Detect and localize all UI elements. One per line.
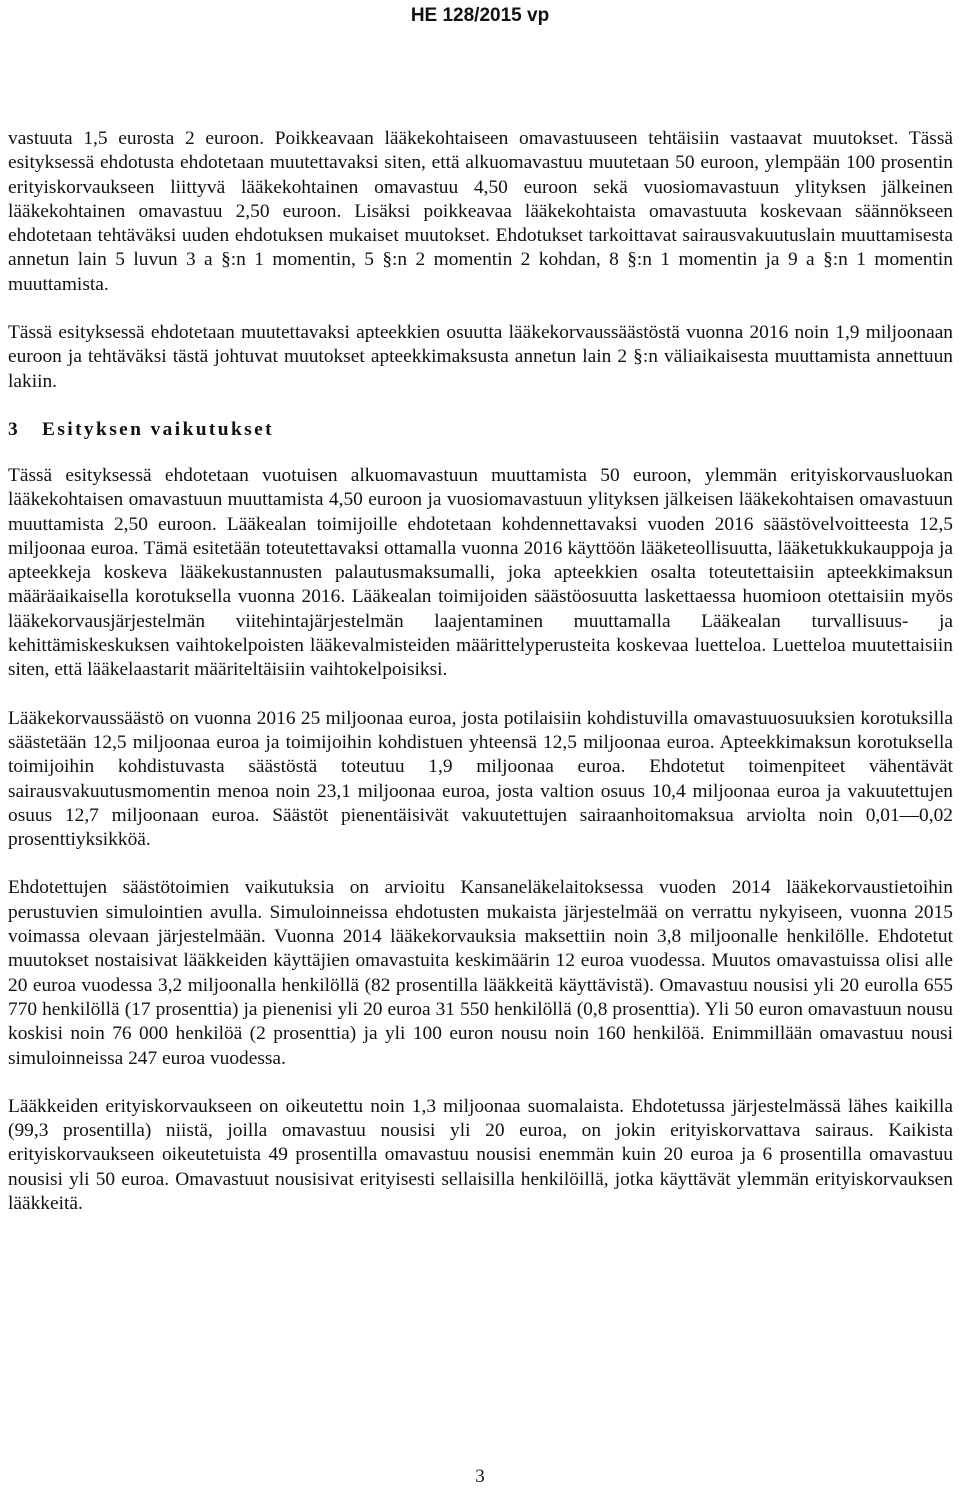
paragraph-2: Tässä esityksessä ehdotetaan muutettavaksi apteekkien osuutta lääkekorvaussäästöstä vuonna 2016 noin 1,9 miljoonaan euroon ja tehtäväksi tästä johtuvat muutokset apteekkimaksusta annetun lain 2 §:n väliaikaisesta muuttamista annettuun lakiin. — [8, 322, 953, 392]
paragraph-3: Tässä esityksessä ehdotetaan vuotuisen alkuomavastuun muuttamista 50 euroon, ylemmän erityiskorvausluokan lääkekohtaisen omavastuun muuttamista 4,50 euroon ja vuosiomavastuun ylityksen jälkeisen lääkekohtaisen omavastuun muuttamista 2,50 euroon. Lääkealan toimijoille ehdotetaan kohdennettavaksi vuoden 2016 säästövelvoitteesta 12,5 miljoonaa euroa. Tämä esitetään toteutettavaksi ottamalla vuonna 2016 käyttöön lääketeollisuutta, lääketukkukauppoja ja apteekkeja koskeva lääkekustannusten palautusmaksumalli, joka apteekkien osalta toteutettaisiin apteekkimaksun määräaikaisella korotuksella vuonna 2016. Lääkealan toimijoiden säästöosuutta laskettaessa huomioon otettaisiin myös lääkekorvausjärjestelmän viitehintajärjestelmän laajentaminen muuttamalla Lääkealan turvallisuus- ja kehittämiskeskuksen vaihtokelpoisten lääkevalmisteiden määrittelyperusteita koskevaa luetteloa. Luetteloa muutettaisiin siten, että lääkelaastarit määriteltäisiin vaihtokelpoisiksi. — [8, 464, 953, 681]
document-header: HE 128/2015 vp — [410, 5, 550, 26]
paragraph-5: Ehdotettujen säästötoimien vaikutuksia on arvioitu Kansaneläkelaitoksessa vuoden 2014 lääkekorvaustietoihin perustuvien simulointien avulla. Simuloinneissa ehdotusten mukaista järjestelmää on verrattu nykyiseen, vuonna 2015 voimassa olevaan järjestelmään. Vuonna 2014 lääkekorvauksia maksettiin noin 3,8 miljoonalle henkilölle. Ehdotetut muutokset nostaisivat lääkkeiden käyttäjien omavastuita keskimäärin 12 euroa vuodessa. Muutos omavastuissa olisi alle 20 euroa vuodessa 3,2 miljoonalla henkilöllä (82 prosentilla lääkkeitä käyttävistä). Omavastuu nousisi yli 20 eurolla 655 770 henkilöllä (17 prosenttia) ja pienenisi yli 20 euroa 31 550 henkilöllä (0,8 prosenttia). Yli 50 euron omavastuun nousu koskisi noin 76 000 henkilöä (2 prosenttia) ja yli 100 euron nousu noin 160 henkilöä. Enimmillään omavastuu nousi simuloinneissa 247 euroa vuodessa. — [8, 877, 953, 1069]
paragraph-1: vastuuta 1,5 eurosta 2 euroon. Poikkeavaan lääkekohtaiseen omavastuuseen tehtäisiin vastaavat muutokset. Tässä esityksessä ehdotusta ehdotetaan muutettavaksi siten, että alkuomavastuu muutetaan 50 euroon, ylempään 100 prosentin erityiskorvaukseen liittyvä lääkekohtainen omavastuu 4,50 euroon sekä vuosiomavastuun ylityksen jälkeinen lääkekohtainen omavastuu 2,50 euroon. Lisäksi poikkeavaa lääkekohtaista omavastuuta koskevaan säännökseen ehdotetaan tehtäväksi uuden ehdotuksen mukaiset muutokset. Ehdotukset tarkoittavat sairausvakuutuslain muuttamisesta annetun lain 5 luvun 3 a §:n 1 momentin, 5 §:n 2 momentin 2 kohdan, 8 §:n 1 momentin ja 9 a §:n 1 momentin muuttamista. — [8, 128, 953, 295]
section-title: Esityksen vaikutukset — [42, 418, 274, 440]
paragraph-4: Lääkekorvaussäästö on vuonna 2016 25 miljoonaa euroa, josta potilaisiin kohdistuvilla omavastuuosuuksien korotuksilla säästetään 12,5 miljoonaa euroa ja toimijoihin kohdistuen yhteensä 12,5 miljoonaa euroa. Apteekkimaksun korotuksella toimijoihin kohdistuvasta säästöstä toteutuu 1,9 miljoonaa euroa. Ehdotetut toimenpiteet vähentävät sairausvakuutusmomentin menoa noin 23,1 miljoonaa euroa, josta valtion osuus 10,4 miljoonaa euroa ja vakuutettujen osuus 12,7 miljoonaan euroa. Säästöt pienentäisivät vakuutettujen sairaanhoitomaksua arviolta noin 0,01—0,02 prosenttiyksikköä. — [8, 707, 953, 851]
section-heading — [8, 418, 953, 442]
page-number: 3 — [475, 1466, 485, 1487]
document-body — [8, 127, 953, 1240]
section-number: 3 — [8, 418, 18, 440]
paragraph-6: Lääkkeiden erityiskorvaukseen on oikeutettu noin 1,3 miljoonaa suomalaista. Ehdotetussa järjestelmässä lähes kaikilla (99,3 prosentilla) niistä, joilla omavastuu nousisi yli 20 euroa, on jokin erityiskorvattava sairaus. Kaikista erityiskorvaukseen oikeutetuista 49 prosentilla omavastuu nousisi enemmän kuin 20 euroa ja 6 prosentilla omavastuu nousisi yli 50 euroa. Omavastuut nousisivat erityisesti sellaisilla henkilöillä, jotka käyttävät ylemmän erityiskorvauksen lääkkeitä. — [8, 1095, 953, 1214]
